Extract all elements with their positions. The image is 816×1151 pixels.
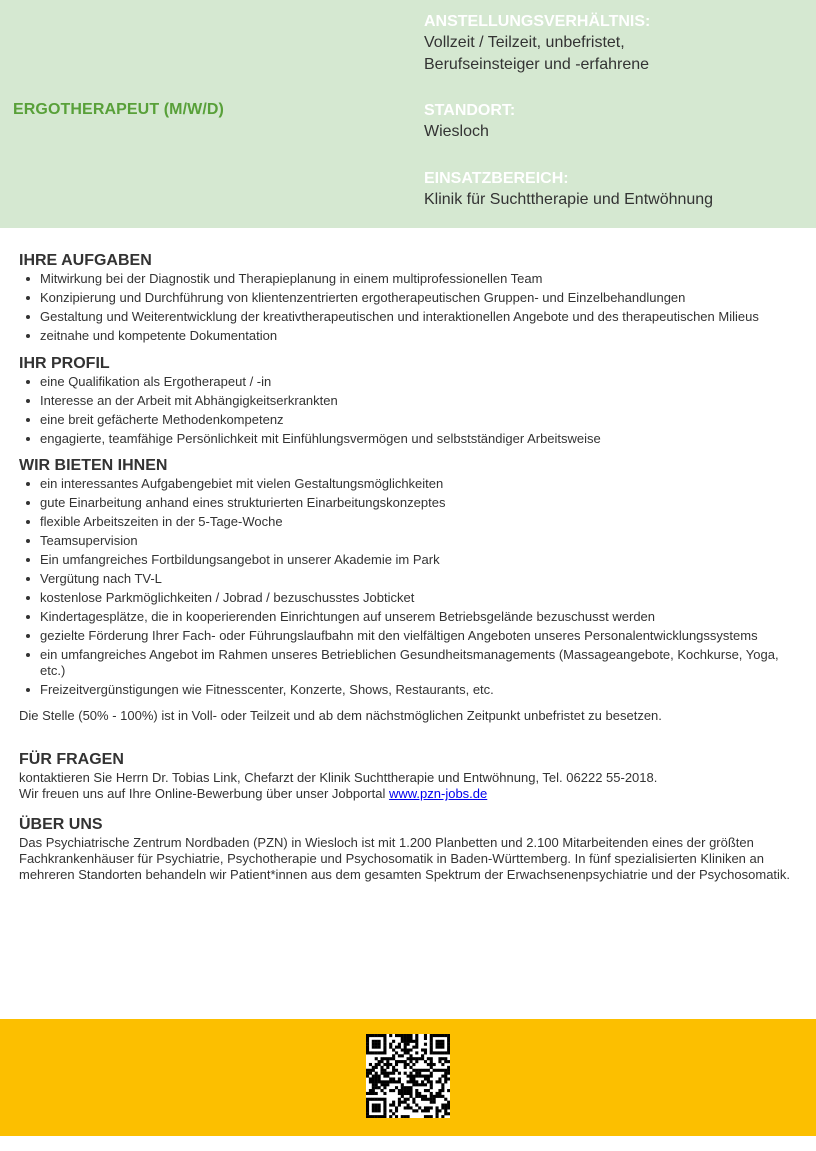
- jobportal-link[interactable]: www.pzn-jobs.de: [388, 786, 488, 801]
- offer-list: [19, 476, 799, 697]
- list-item: Freizeitvergünstigungen wie Fitnesscenter, Konzerte, Shows, Restaurants, etc.: [19, 682, 799, 698]
- list-item: Mitwirkung bei der Diagnostik und Therapieplanung in einem multiprofessionellen Team: [19, 271, 799, 287]
- qr-code-image: [366, 1034, 450, 1118]
- qr-code[interactable]: [366, 1034, 450, 1118]
- employment-value-line1: Vollzeit / Teilzeit, unbefristet,: [424, 34, 625, 51]
- contact-line: kontaktieren Sie Herrn Dr. Tobias Link, Chefarzt der Klinik Suchttherapie und Entwöhnung, Tel. 06222 55-2018.: [19, 770, 658, 785]
- employment-block: [424, 12, 804, 76]
- area-label: EINSATZBEREICH:: [424, 170, 569, 187]
- list-item: Konzipierung und Durchführung von klientenzentrierten ergotherapeutischen Gruppen- und Einzelbehandlungen: [19, 290, 799, 306]
- list-item: flexible Arbeitszeiten in der 5-Tage-Woche: [19, 514, 799, 530]
- tasks-title: IHRE AUFGABEN: [19, 252, 152, 269]
- list-item: ein interessantes Aufgabengebiet mit vielen Gestaltungsmöglichkeiten: [19, 476, 799, 492]
- list-item: Gestaltung und Weiterentwicklung der kreativtherapeutischen und interaktionellen Angebote und des therapeutischen Milieus: [19, 309, 799, 325]
- list-item: Ein umfangreiches Fortbildungsangebot in unserer Akademie im Park: [19, 552, 799, 568]
- area-block: [424, 169, 804, 211]
- list-item: eine breit gefächerte Methodenkompetenz: [19, 412, 799, 428]
- list-item: zeitnahe und kompetente Dokumentation: [19, 328, 799, 344]
- location-label: STANDORT:: [424, 102, 516, 119]
- location-block: [424, 101, 804, 143]
- profile-list: [19, 374, 799, 447]
- about-section: [19, 815, 799, 883]
- profile-title: IHR PROFIL: [19, 354, 110, 372]
- footer-bar: [0, 1019, 816, 1136]
- job-title: ERGOTHERAPEUT (M/W/D): [13, 101, 224, 118]
- about-title: ÜBER UNS: [19, 816, 103, 833]
- header-banner: [0, 0, 816, 228]
- position-note: Die Stelle (50% - 100%) ist in Voll- oder Teilzeit und ab dem nächstmöglichen Zeitpunkt unbefristet zu besetzen.: [19, 708, 662, 723]
- about-text: Das Psychiatrische Zentrum Nordbaden (PZN) in Wiesloch ist mit 1.200 Planbetten und 2.100 Mitarbeitenden eines der größten Fachkrankenhäuser für Psychiatrie, Psychotherapie und Psychosomatik in Baden-Württemberg. In fünf spezialisierten Kliniken an mehreren Standorten behandeln wir Patient*innen aus dem gesamten Spektrum der Erwachsenenpsychiatrie und der Psychosomatik.: [19, 835, 791, 882]
- list-item: gute Einarbeitung anhand eines strukturierten Einarbeitungskonzeptes: [19, 495, 799, 511]
- list-item: eine Qualifikation als Ergotherapeut / -in: [19, 374, 799, 390]
- list-item: engagierte, teamfähige Persönlichkeit mit Einfühlungsvermögen und selbstständiger Arbeitsweise: [19, 431, 799, 447]
- offer-section: [19, 456, 799, 724]
- questions-section: [19, 750, 799, 802]
- employment-value-line2: Berufseinsteiger und -erfahrene: [424, 56, 650, 73]
- questions-title: FÜR FRAGEN: [19, 751, 124, 768]
- list-item: gezielte Förderung Ihrer Fach- oder Führungslaufbahn mit den vielfältigen Angeboten unseres Personalentwicklungssystems: [19, 628, 799, 644]
- offer-title: WIR BIETEN IHNEN: [19, 457, 168, 474]
- profile-section: [19, 354, 799, 447]
- employment-label: ANSTELLUNGSVERHÄLTNIS:: [424, 13, 651, 30]
- tasks-list: [19, 271, 799, 344]
- location-value: Wiesloch: [424, 123, 489, 140]
- list-item: Kindertagesplätze, die in kooperierenden Einrichtungen auf unserem Betriebsgelände bezuschusst werden: [19, 609, 799, 625]
- tasks-section: [19, 251, 799, 344]
- main-content: [19, 251, 799, 883]
- list-item: Teamsupervision: [19, 533, 799, 549]
- list-item: kostenlose Parkmöglichkeiten / Jobrad / bezuschusstes Jobticket: [19, 590, 799, 606]
- area-value: Klinik für Suchttherapie und Entwöhnung: [424, 191, 714, 208]
- list-item: Interesse an der Arbeit mit Abhängigkeitserkrankten: [19, 393, 799, 409]
- list-item: ein umfangreiches Angebot im Rahmen unseres Betrieblichen Gesundheitsmanagements (Massageangebote, Kochkurse, Yoga, etc.): [19, 647, 799, 678]
- list-item: Vergütung nach TV-L: [19, 571, 799, 587]
- application-text: Wir freuen uns auf Ihre Online-Bewerbung über unser Jobportal: [19, 786, 389, 801]
- application-line: [19, 786, 799, 802]
